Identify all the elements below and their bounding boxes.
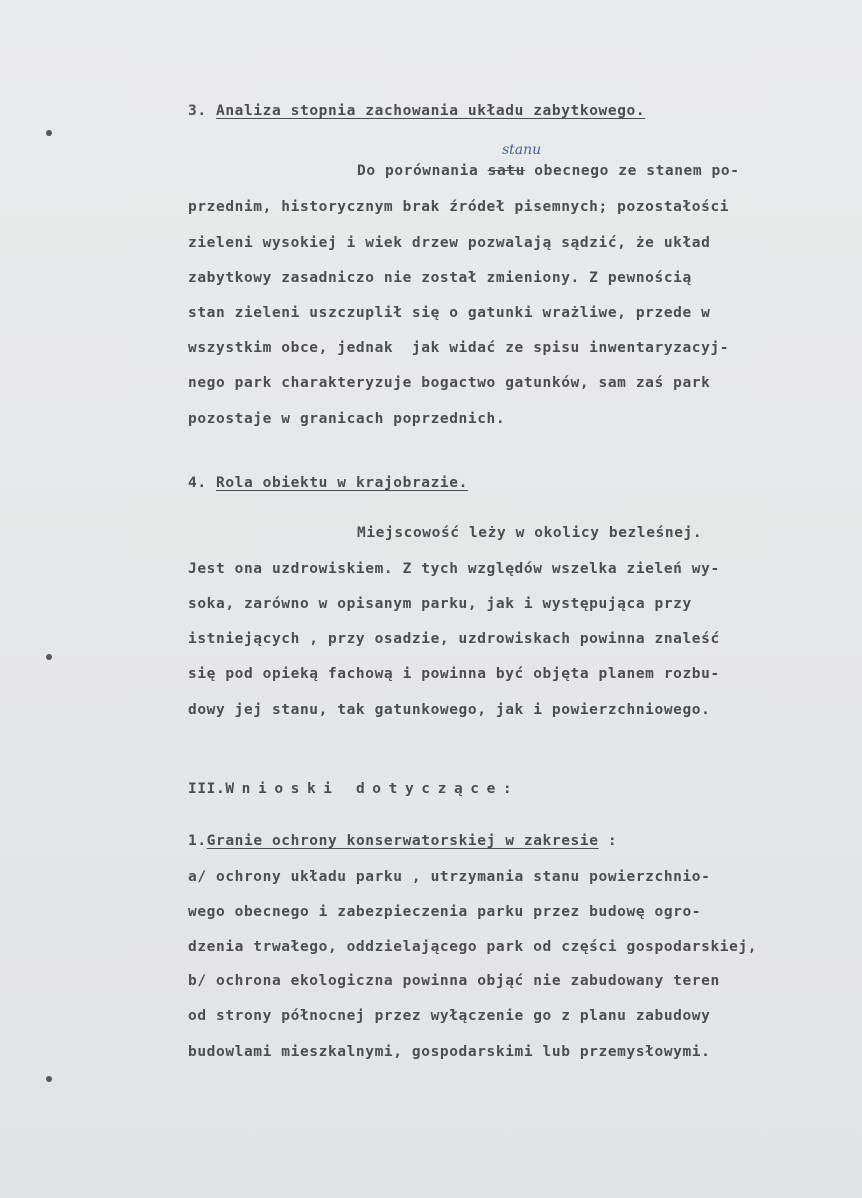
paragraph-line: b/ ochrona ekologiczna powinna objąć nie zabudowany teren xyxy=(188,973,720,989)
punch-hole-marker xyxy=(46,130,52,136)
struck-word: satu xyxy=(487,163,525,179)
paragraph-line: zieleni wysokiej i wiek drzew pozwalają sądzić, że układ xyxy=(188,235,711,251)
section-number: 4. xyxy=(188,475,207,491)
paragraph-line: zabytkowy zasadniczo nie został zmieniony. Z pewnością xyxy=(188,270,692,286)
paragraph-line: dzenia trwałego, oddzielającego park od części gospodarskiej, xyxy=(188,939,758,955)
item-number: 1. xyxy=(188,833,207,849)
item-1-heading: 1.Granie ochrony konserwatorskiej w zakresie : xyxy=(188,833,618,849)
paragraph-line: pozostaje w granicach poprzednich. xyxy=(188,411,506,427)
item-title: Granie ochrony konserwatorskiej w zakresie xyxy=(206,833,599,849)
punch-hole-marker xyxy=(46,654,52,660)
section-4-heading xyxy=(188,474,468,492)
section-number: 3. xyxy=(188,103,207,119)
section-III-heading xyxy=(188,780,519,798)
handwritten-correction: stanu xyxy=(502,142,542,158)
paragraph-line: wszystkim obce, jednak jak widać ze spisu inwentaryzacyj- xyxy=(188,340,730,356)
paragraph-line: nego park charakteryzuje bogactwo gatunków, sam zaś park xyxy=(188,375,711,391)
paragraph-line: stan zieleni uszczuplił się o gatunki wrażliwe, przede w xyxy=(188,305,711,321)
section-3-heading xyxy=(188,102,645,120)
paragraph-line: Do porównania satu obecnego ze stanem po- xyxy=(357,163,740,179)
section-title: Analiza stopnia zachowania układu zabytkowego. xyxy=(216,103,646,119)
paragraph-line: a/ ochrony układu parku , utrzymania stanu powierzchnio- xyxy=(188,869,711,885)
paragraph-line: wego obecnego i zabezpieczenia parku przez budowę ogro- xyxy=(188,904,702,920)
paragraph-line: soka, zarówno w opisanym parku, jak i występująca przy xyxy=(188,596,692,612)
paragraph-line: dowy jej stanu, tak gatunkowego, jak i powierzchniowego. xyxy=(188,702,711,718)
paragraph-line: Jest ona uzdrowiskiem. Z tych względów wszelka zieleń wy- xyxy=(188,561,720,577)
paragraph-line: istniejących , przy osadzie, uzdrowiskach powinna znaleść xyxy=(188,631,720,647)
punch-hole-marker xyxy=(46,1076,52,1082)
paragraph-line: się pod opieką fachową i powinna być objęta planem rozbu- xyxy=(188,666,720,682)
paragraph-line: przednim, historycznym brak źródeł pisemnych; pozostałości xyxy=(188,199,730,215)
paragraph-line: Miejscowość leży w okolicy bezleśnej. xyxy=(357,525,703,541)
section-title: Rola obiektu w krajobrazie. xyxy=(216,475,468,491)
paragraph-line: budowlami mieszkalnymi, gospodarskimi lub przemysłowymi. xyxy=(188,1044,711,1060)
section-title: Wnioski dotyczące: xyxy=(225,781,520,797)
paragraph-line: od strony północnej przez wyłączenie go z planu zabudowy xyxy=(188,1008,711,1024)
section-number: III. xyxy=(188,781,226,797)
